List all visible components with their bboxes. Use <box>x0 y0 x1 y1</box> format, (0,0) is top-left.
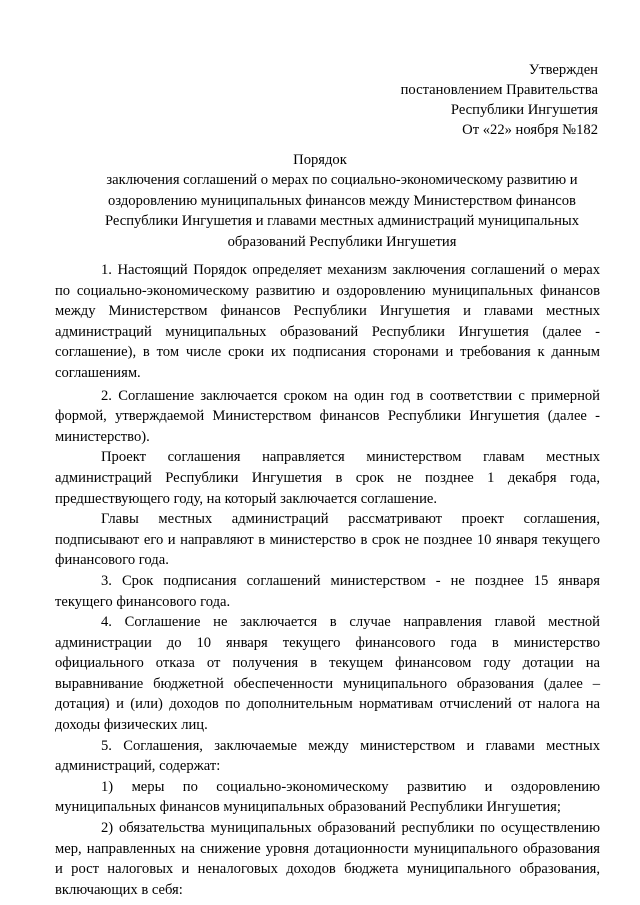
paragraph-5-item-1: 1) меры по социально-экономическому развитию и оздоровлению муниципальных финансов муниципальных образований Республики Ингушетия; <box>55 778 600 816</box>
paragraph-2-draft: Проект соглашения направляется министерством главам местных администраций Республики Ингушетия в срок не позднее 1 декабря года, предшествующего году, на который заключается соглашение. <box>55 449 600 507</box>
document-title: Порядок <box>293 152 347 168</box>
document-subtitle <box>82 170 602 252</box>
paragraph-1: 1. Настоящий Порядок определяет механизм заключения соглашений о мерах по социально-экономическому развитию и оздоровлению муниципальных финансов между Министерством финансов Республики Ингушетия и главами местных администраций муниципальных образований Республики Ингушетия (далее - соглашение), в том числе сроки их подписания сторонами и требования к данным соглашениям. <box>55 262 600 381</box>
paragraph-5: 5. Соглашения, заключаемые между министерством и главами местных администраций, содержат: <box>55 737 600 775</box>
approval-line-resolution: постановлением Правительства <box>400 82 598 98</box>
paragraph-2: 2. Соглашение заключается сроком на один год в соответствии с примерной формой, утверждаемой Министерством финансов Республики Ингушетия (далее - министерство). <box>55 387 600 445</box>
paragraph-2-heads: Главы местных администраций рассматривают проект соглашения, подписывают его и направляют в министерство в срок не позднее 10 января текущего финансового года. <box>55 511 600 569</box>
paragraph-5-item-2: 2) обязательства муниципальных образований республики по осуществлению мер, направленных на снижение уровня дотационности муниципального образования и рост налоговых и неналоговых доходов бюджета муниципального образования, включающих в себя: <box>55 820 600 898</box>
approval-line-government: Республики Ингушетия <box>450 102 598 118</box>
subtitle-line: Республики Ингушетия и главами местных администраций муниципальных <box>104 213 580 229</box>
paragraph-3: 3. Срок подписания соглашений министерством - не позднее 15 января текущего финансового года. <box>55 572 600 610</box>
subtitle-line: оздоровлению муниципальных финансов между Министерством финансов <box>108 192 576 209</box>
subtitle-line: заключения соглашений о мерах по социально-экономическому развитию и <box>106 172 578 188</box>
paragraph-4: 4. Соглашение не заключается в случае направления главой местной администрации до 10 января текущего финансового года в министерство официального отказа от получения в текущем финансовом году дотации на выравнивание бюджетной обеспеченности муниципального образования (далее – дотация) и (или) доходов по дополнительным нормативам отчислений от налога на доходы физических лиц. <box>55 614 600 734</box>
approval-stamp <box>401 60 598 140</box>
document-body <box>55 260 600 900</box>
approval-line-date: От «22» ноября №182 <box>462 122 598 138</box>
subtitle-line: образований Республики Ингушетия <box>227 233 457 250</box>
approval-line-approved: Утвержден <box>528 62 598 78</box>
